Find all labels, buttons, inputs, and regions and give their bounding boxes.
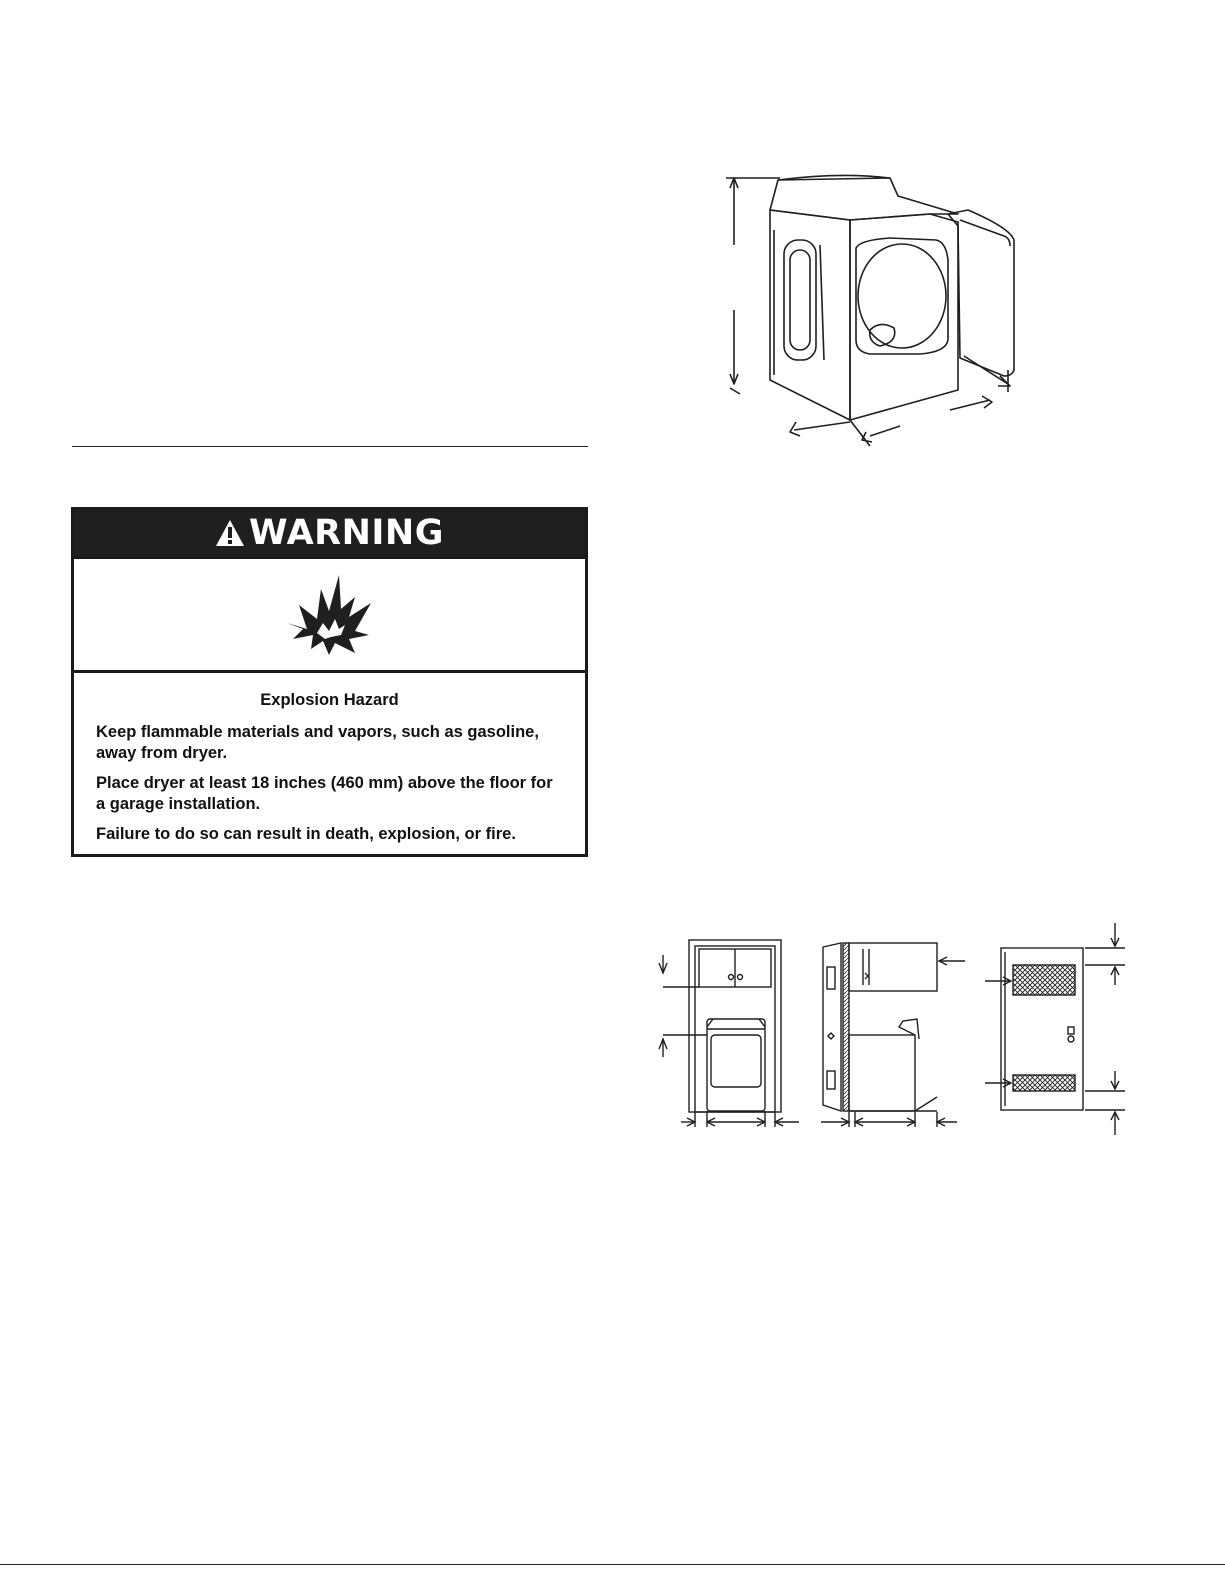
warning-header-text: WARNING	[249, 513, 444, 553]
hazard-title: Explosion Hazard	[260, 691, 399, 709]
warning-header	[74, 510, 585, 556]
installation-clearances-diagrams	[655, 915, 1130, 1140]
hazard-paragraph: Place dryer at least 18 inches (460 mm) above the floor for a garage installation.	[96, 774, 553, 813]
warning-box	[71, 507, 588, 857]
hazard-paragraph: Keep flammable materials and vapors, such as gasoline, away from dryer.	[96, 723, 539, 762]
alert-triangle-icon	[215, 519, 245, 547]
page-bottom-rule	[0, 1564, 1225, 1565]
symbol-panel	[74, 556, 585, 673]
hazard-text	[74, 673, 585, 845]
section-divider	[72, 446, 588, 447]
hazard-paragraph: Failure to do so can result in death, explosion, or fire.	[96, 825, 516, 843]
explosion-burst-icon	[285, 573, 375, 657]
dryer-dimensions-illustration	[720, 170, 1020, 450]
